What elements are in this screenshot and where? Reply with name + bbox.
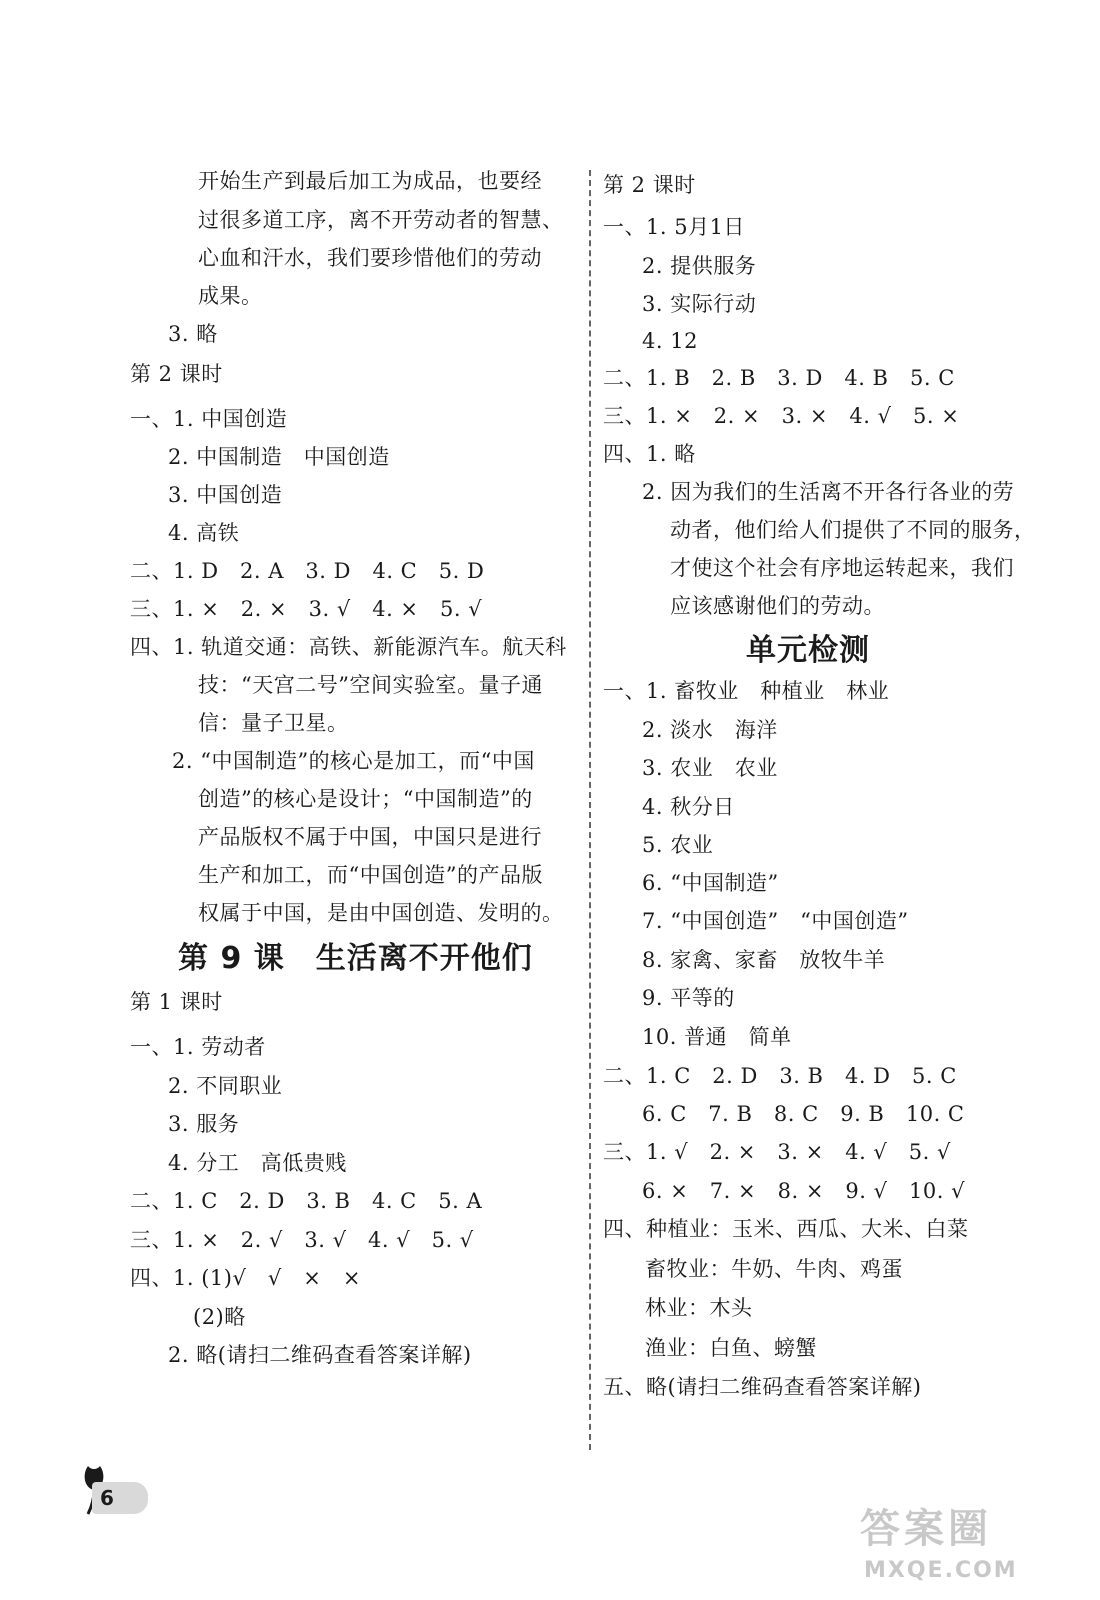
lesson-period-title: 第 1 课时 bbox=[130, 990, 223, 1014]
text-line: 成果。 bbox=[198, 284, 263, 308]
column-divider bbox=[589, 170, 591, 1450]
answer-item: 一、1. 5月1日 bbox=[603, 215, 745, 239]
answer-item: 4. 秋分日 bbox=[642, 795, 735, 819]
answer-item: 2. 不同职业 bbox=[168, 1074, 283, 1098]
unit-test-heading: 单元检测 bbox=[746, 633, 870, 668]
lesson-heading: 第 9 课 生活离不开他们 bbox=[178, 941, 533, 976]
lesson-period-title: 第 2 课时 bbox=[130, 362, 223, 386]
answer-item: 4. 高铁 bbox=[168, 521, 240, 545]
text-line: 产品版权不属于中国，中国只是进行 bbox=[198, 825, 542, 849]
text-line: 过很多道工序，离不开劳动者的智慧、 bbox=[198, 208, 564, 232]
text-line: 心血和汗水，我们要珍惜他们的劳动 bbox=[198, 246, 542, 270]
text-line: 才使这个社会有序地运转起来，我们 bbox=[670, 556, 1014, 580]
text-line: 开始生产到最后加工为成品，也要经 bbox=[198, 169, 542, 193]
answer-item: 2. 提供服务 bbox=[642, 254, 757, 278]
text-line: 渔业：白鱼、螃蟹 bbox=[645, 1336, 817, 1360]
watermark bbox=[860, 1505, 1080, 1595]
answer-item: 一、1. 劳动者 bbox=[130, 1035, 266, 1059]
answer-item: 一、1. 中国创造 bbox=[130, 407, 288, 431]
answer-item: 二、1. C 2. D 3. B 4. C 5. A bbox=[130, 1189, 483, 1213]
answer-item: 10. 普通 简单 bbox=[642, 1025, 792, 1049]
text-line: 信：量子卫星。 bbox=[198, 711, 349, 735]
text-line: 权属于中国，是由中国创造、发明的。 bbox=[198, 901, 564, 925]
lesson-period-title: 第 2 课时 bbox=[603, 173, 696, 197]
page-number: 6 bbox=[92, 1482, 148, 1514]
answer-item: 7. “中国创造” “中国创造” bbox=[642, 909, 909, 933]
answer-item: 三、1. × 2. × 3. √ 4. × 5. √ bbox=[130, 597, 483, 621]
text-line: 林业：木头 bbox=[645, 1296, 753, 1320]
text-line: 应该感谢他们的劳动。 bbox=[670, 594, 885, 618]
answer-item: 9. 平等的 bbox=[642, 986, 735, 1010]
text-line: 动者，他们给人们提供了不同的服务， bbox=[670, 518, 1036, 542]
answer-item: 2. “中国制造”的核心是加工，而“中国 bbox=[172, 749, 535, 773]
text-line: 技：“天宫二号”空间实验室。量子通 bbox=[198, 673, 543, 697]
answer-item: 四、1. (1)√ √ × × bbox=[130, 1266, 361, 1290]
answer-item: 三、1. × 2. × 3. × 4. √ 5. × bbox=[603, 404, 960, 428]
answer-item: 6. “中国制造” bbox=[642, 871, 779, 895]
answer-item: 4. 分工 高低贵贱 bbox=[168, 1151, 347, 1175]
answer-item: 三、1. × 2. √ 3. √ 4. √ 5. √ bbox=[130, 1228, 474, 1252]
answer-item: 四、1. 略 bbox=[603, 442, 696, 466]
answer-item: 8. 家禽、家畜 放牧牛羊 bbox=[642, 948, 886, 972]
answer-item: 4. 12 bbox=[642, 329, 698, 353]
watermark-url: MXQE.COM bbox=[864, 1558, 1018, 1583]
answer-item: 3. 农业 农业 bbox=[642, 756, 778, 780]
answer-item: 一、1. 畜牧业 种植业 林业 bbox=[603, 679, 890, 703]
answer-item: 6. × 7. × 8. × 9. √ 10. √ bbox=[642, 1179, 965, 1203]
answer-item: 2. 略(请扫二维码查看答案详解) bbox=[168, 1343, 472, 1367]
answer-item: 四、1. 轨道交通：高铁、新能源汽车。航天科 bbox=[130, 635, 567, 659]
text-line: 畜牧业：牛奶、牛肉、鸡蛋 bbox=[645, 1257, 903, 1281]
answer-item: 2. 淡水 海洋 bbox=[642, 718, 778, 742]
answer-item: 3. 中国创造 bbox=[168, 483, 283, 507]
answer-item: 五、略(请扫二维码查看答案详解) bbox=[603, 1375, 922, 1399]
answer-item: 2. 因为我们的生活离不开各行各业的劳 bbox=[642, 480, 1015, 504]
answer-item: (2)略 bbox=[193, 1305, 246, 1329]
watermark-logo: 答案圈 bbox=[860, 1506, 992, 1552]
answer-item: 2. 中国制造 中国创造 bbox=[168, 445, 390, 469]
answer-item: 3. 实际行动 bbox=[642, 292, 757, 316]
text-line: 创造”的核心是设计；“中国制造”的 bbox=[198, 787, 533, 811]
answer-item: 3. 服务 bbox=[168, 1112, 240, 1136]
text-line: 生产和加工，而“中国创造”的产品版 bbox=[198, 863, 543, 887]
answer-item: 3. 略 bbox=[168, 322, 218, 346]
answer-item: 6. C 7. B 8. C 9. B 10. C bbox=[642, 1102, 965, 1126]
answer-item: 二、1. B 2. B 3. D 4. B 5. C bbox=[603, 366, 955, 390]
answer-item: 5. 农业 bbox=[642, 833, 714, 857]
answer-item: 四、种植业：玉米、西瓜、大米、白菜 bbox=[603, 1217, 969, 1241]
answer-item: 三、1. √ 2. × 3. × 4. √ 5. √ bbox=[603, 1140, 951, 1164]
answer-item: 二、1. C 2. D 3. B 4. D 5. C bbox=[603, 1064, 957, 1088]
answer-item: 二、1. D 2. A 3. D 4. C 5. D bbox=[130, 559, 485, 583]
